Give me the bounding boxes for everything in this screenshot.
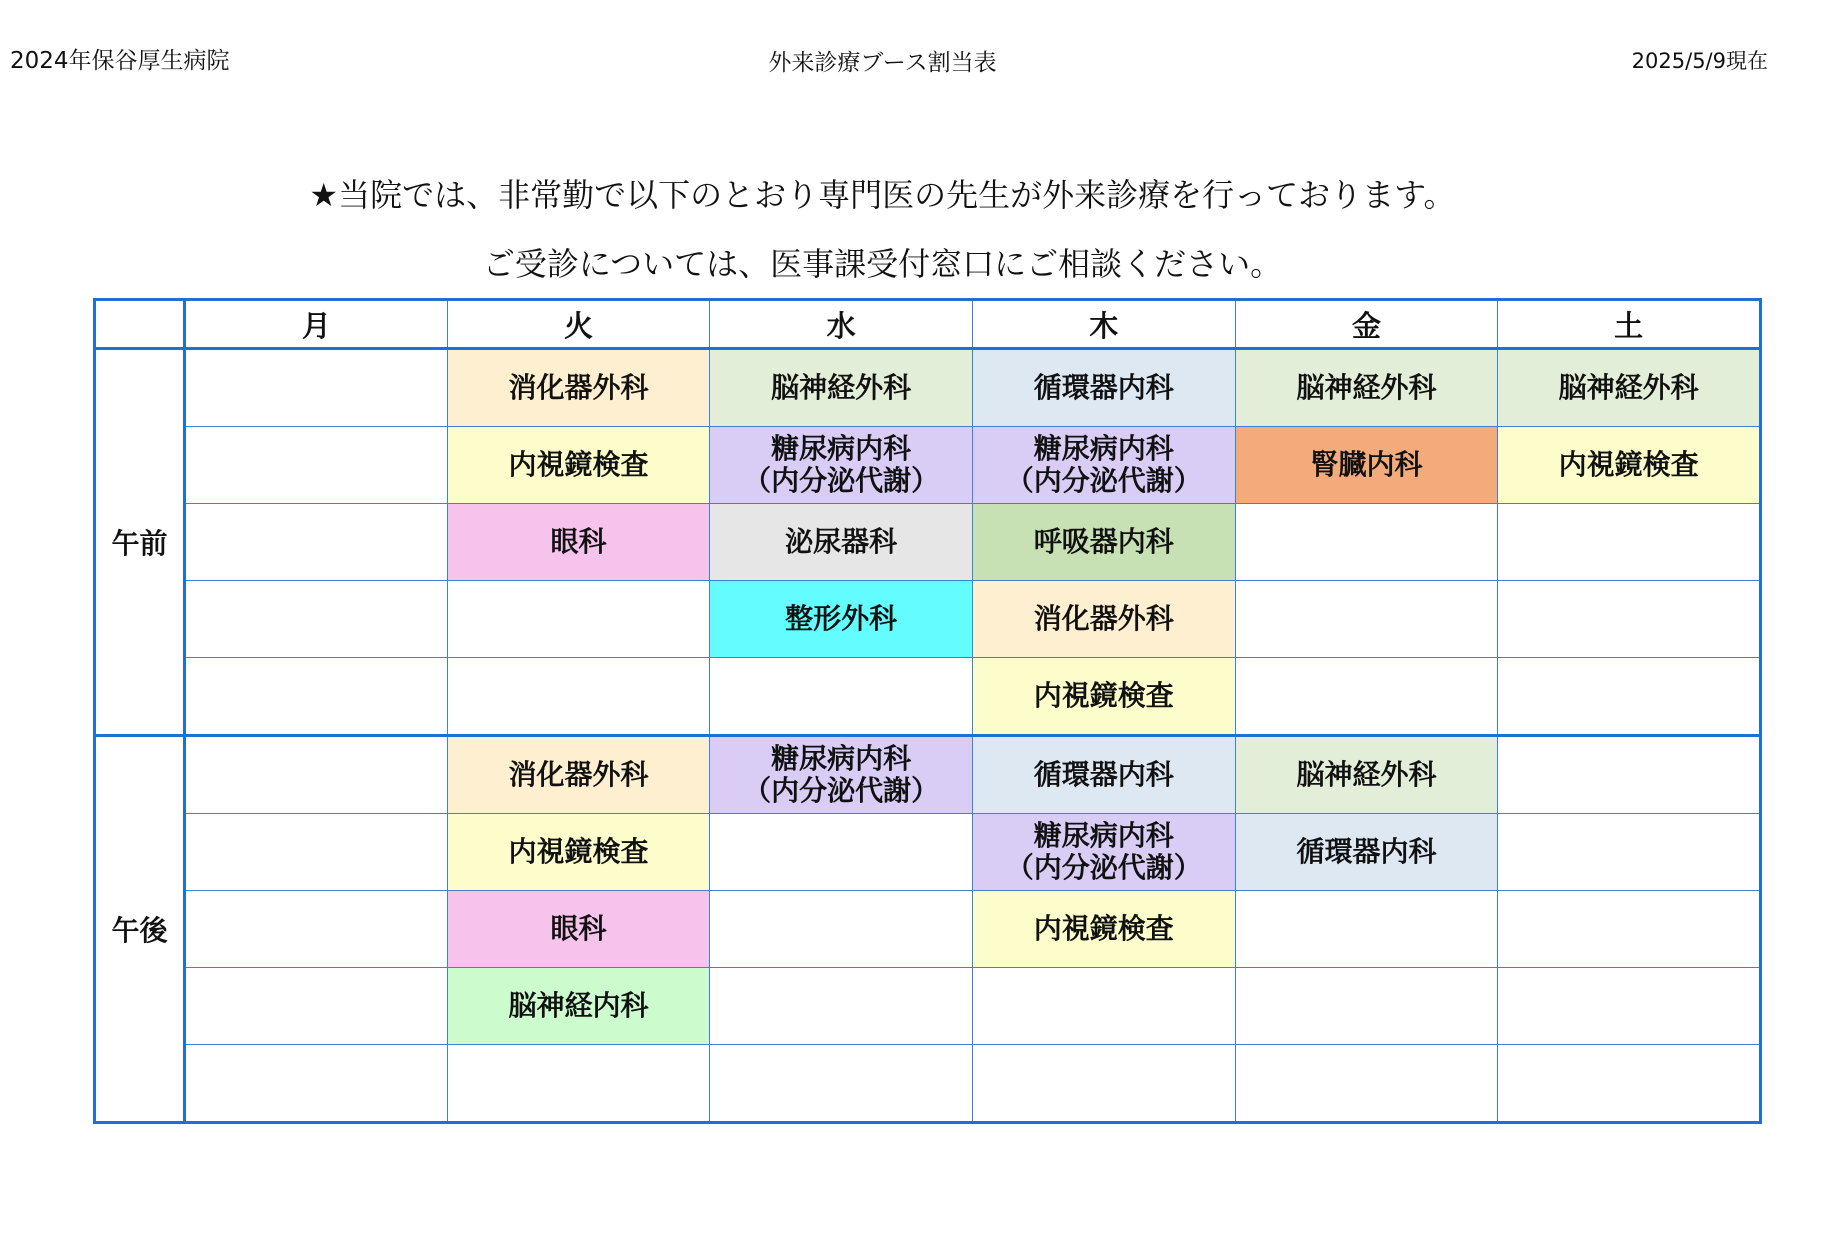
slot-pm-wed-1	[710, 736, 973, 814]
slot-pm-sat-4	[1498, 968, 1761, 1045]
hospital-name: 2024年保谷厚生病院	[10, 48, 230, 74]
slot-am-mon-2	[185, 427, 448, 504]
department-sublabel: （内分泌代謝）	[743, 464, 940, 497]
slot-am-sat-3	[1498, 504, 1761, 581]
table-row	[95, 968, 1761, 1045]
department-label: 脳神経内科	[508, 989, 649, 1022]
slot-am-mon-3	[185, 504, 448, 581]
slot-am-mon-4	[185, 581, 448, 658]
slot-am-mon-5	[185, 658, 448, 736]
department-label: 循環器内科	[1033, 758, 1174, 791]
table-row	[95, 658, 1761, 736]
table-row	[95, 349, 1761, 427]
slot-pm-fri-1	[1235, 736, 1498, 814]
department-label: 眼科	[550, 525, 607, 558]
slot-am-tue-1	[447, 349, 710, 427]
slot-am-tue-2	[447, 427, 710, 504]
department-label: 糖尿病内科	[1033, 819, 1174, 852]
schedule-body	[95, 349, 1761, 1123]
department-label: 循環器内科	[1296, 835, 1437, 868]
department-label: 内視鏡検査	[1558, 448, 1699, 481]
slot-pm-mon-2	[185, 814, 448, 891]
slot-am-wed-2	[710, 427, 973, 504]
department-label: 泌尿器科	[785, 525, 898, 558]
slot-pm-fri-5	[1235, 1045, 1498, 1123]
department-label: 脳神経外科	[1296, 758, 1437, 791]
slot-am-sat-4	[1498, 581, 1761, 658]
notice-line-2: ご受診については、医事課受付窓口にご相談ください。	[482, 245, 1283, 283]
page-title: 外来診療ブース割当表	[768, 50, 997, 76]
department-label: 内視鏡検査	[508, 448, 649, 481]
table-row	[95, 1045, 1761, 1123]
day-header-tue: 火	[447, 300, 710, 349]
slot-am-tue-4	[447, 581, 710, 658]
slot-pm-tue-4	[447, 968, 710, 1045]
slot-am-thu-5	[972, 658, 1235, 736]
notice-line-1: ★当院では、非常勤で以下のとおり専門医の先生が外来診療を行っております。	[309, 176, 1456, 214]
slot-pm-sat-3	[1498, 891, 1761, 968]
slot-pm-thu-2	[972, 814, 1235, 891]
slot-am-thu-4	[972, 581, 1235, 658]
corner-cell	[95, 300, 185, 349]
department-label: 消化器外科	[508, 371, 649, 404]
department-label: 内視鏡検査	[508, 835, 649, 868]
day-header-row	[95, 300, 1761, 349]
slot-am-fri-2	[1235, 427, 1498, 504]
slot-am-thu-1	[972, 349, 1235, 427]
slot-am-sat-2	[1498, 427, 1761, 504]
department-label: 糖尿病内科	[771, 742, 912, 775]
slot-pm-wed-3	[710, 891, 973, 968]
booth-schedule-table	[93, 298, 1762, 1124]
slot-pm-fri-4	[1235, 968, 1498, 1045]
slot-pm-mon-4	[185, 968, 448, 1045]
department-label: 眼科	[550, 912, 607, 945]
department-label: 腎臓内科	[1310, 448, 1423, 481]
slot-pm-thu-4	[972, 968, 1235, 1045]
department-label: 脳神経外科	[1296, 371, 1437, 404]
table-row	[95, 891, 1761, 968]
department-label: 整形外科	[785, 602, 898, 635]
slot-am-tue-3	[447, 504, 710, 581]
table-row	[95, 504, 1761, 581]
slot-pm-fri-3	[1235, 891, 1498, 968]
department-label: 内視鏡検査	[1033, 912, 1174, 945]
slot-pm-thu-3	[972, 891, 1235, 968]
period-label-pm: 午後	[95, 736, 185, 1123]
as-of-date: 2025/5/9現在	[1631, 49, 1768, 73]
day-header-thu: 木	[972, 300, 1235, 349]
day-header-mon: 月	[185, 300, 448, 349]
slot-am-sat-5	[1498, 658, 1761, 736]
table-row	[95, 581, 1761, 658]
table-row	[95, 736, 1761, 814]
period-label-am: 午前	[95, 349, 185, 736]
slot-pm-tue-1	[447, 736, 710, 814]
slot-pm-mon-5	[185, 1045, 448, 1123]
department-label: 呼吸器内科	[1033, 525, 1174, 558]
slot-pm-mon-1	[185, 736, 448, 814]
department-label: 内視鏡検査	[1033, 679, 1174, 712]
slot-pm-thu-1	[972, 736, 1235, 814]
slot-am-wed-3	[710, 504, 973, 581]
day-header-wed: 水	[710, 300, 973, 349]
slot-pm-tue-2	[447, 814, 710, 891]
department-label: 糖尿病内科	[1033, 432, 1174, 465]
slot-am-fri-4	[1235, 581, 1498, 658]
slot-pm-wed-4	[710, 968, 973, 1045]
department-label: 脳神経外科	[771, 371, 912, 404]
slot-am-wed-4	[710, 581, 973, 658]
table-row	[95, 427, 1761, 504]
slot-pm-fri-2	[1235, 814, 1498, 891]
slot-pm-wed-2	[710, 814, 973, 891]
department-sublabel: （内分泌代謝）	[1005, 464, 1202, 497]
table-row	[95, 814, 1761, 891]
slot-am-wed-5	[710, 658, 973, 736]
day-header-fri: 金	[1235, 300, 1498, 349]
slot-am-fri-3	[1235, 504, 1498, 581]
department-label: 糖尿病内科	[771, 432, 912, 465]
slot-pm-sat-1	[1498, 736, 1761, 814]
slot-pm-sat-5	[1498, 1045, 1761, 1123]
slot-am-fri-1	[1235, 349, 1498, 427]
department-sublabel: （内分泌代謝）	[1005, 851, 1202, 884]
slot-am-sat-1	[1498, 349, 1761, 427]
slot-am-wed-1	[710, 349, 973, 427]
slot-am-fri-5	[1235, 658, 1498, 736]
slot-pm-thu-5	[972, 1045, 1235, 1123]
slot-am-thu-2	[972, 427, 1235, 504]
slot-pm-sat-2	[1498, 814, 1761, 891]
slot-pm-mon-3	[185, 891, 448, 968]
slot-am-mon-1	[185, 349, 448, 427]
slot-pm-tue-5	[447, 1045, 710, 1123]
slot-pm-wed-5	[710, 1045, 973, 1123]
slot-pm-tue-3	[447, 891, 710, 968]
department-sublabel: （内分泌代謝）	[743, 774, 940, 807]
department-label: 循環器内科	[1033, 371, 1174, 404]
slot-am-thu-3	[972, 504, 1235, 581]
department-label: 消化器外科	[508, 758, 649, 791]
department-label: 脳神経外科	[1558, 371, 1699, 404]
department-label: 消化器外科	[1033, 602, 1174, 635]
slot-am-tue-5	[447, 658, 710, 736]
day-header-sat: 土	[1498, 300, 1761, 349]
